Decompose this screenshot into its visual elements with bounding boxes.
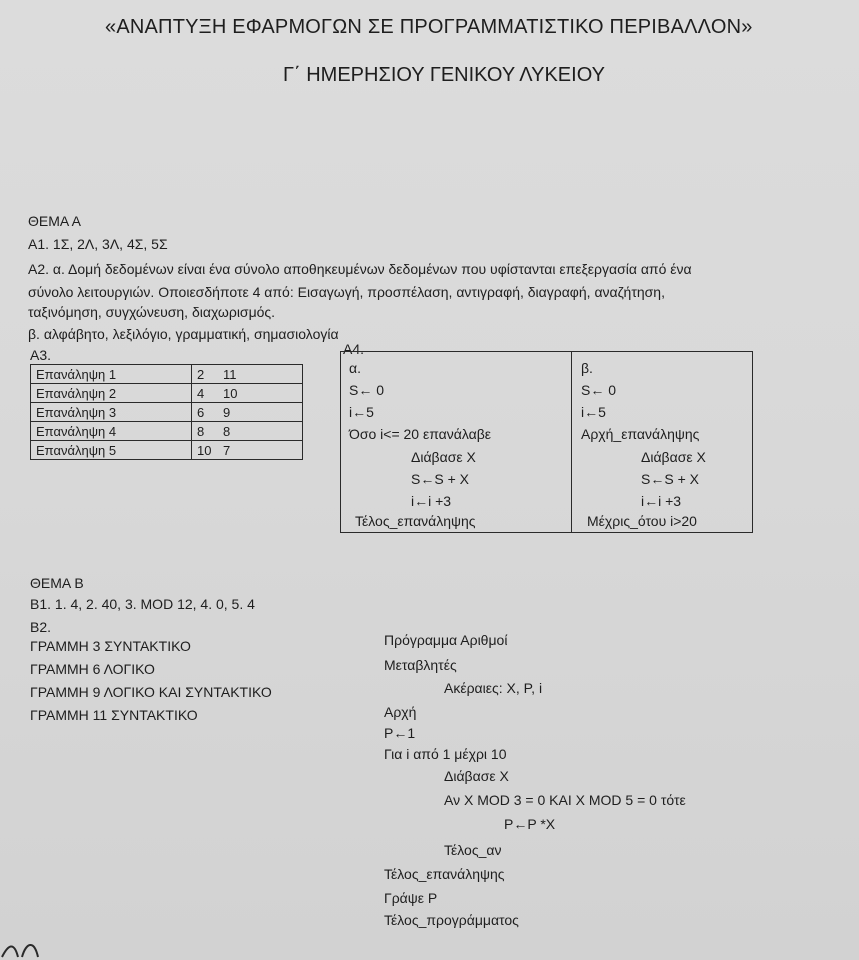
program-line-8: Αν Χ MOD 3 = 0 ΚΑΙ Χ MOD 5 = 0 τότε [444,792,686,808]
a4-left-line-1: α. [349,360,361,376]
a4-left-line-3: i←5 [349,404,374,420]
table-row [31,403,303,422]
table-row [31,384,303,403]
a4-left-line-4: Όσο i<= 20 επανάλαβε [349,426,492,442]
pen-scribble [0,935,60,960]
a3-value-2: 10 [223,385,238,401]
a4-right-line-5: Διάβασε Χ [641,449,706,465]
a3-name-cell: Επανάληψη 2 [31,384,192,403]
a4-right-line-7: i←i +3 [641,493,682,509]
a3-name-cell: Επανάληψη 1 [31,365,192,384]
b2-error-2: ΓΡΑΜΜΗ 6 ΛΟΓΙΚΟ [30,661,155,677]
a3-value-1: 6 [197,404,205,420]
b2-error-3: ΓΡΑΜΜΗ 9 ΛΟΓΙΚΟ ΚΑΙ ΣΥΝΤΑΚΤΙΚΟ [30,684,272,700]
program-line-5: Ρ←1 [384,725,416,741]
program-line-13: Τέλος_προγράμματος [384,912,519,928]
document-subtitle: Γ΄ ΗΜΕΡΗΣΙΟΥ ΓΕΝΙΚΟΥ ΛΥΚΕΙΟΥ [283,64,605,86]
program-line-4: Αρχή [384,704,417,720]
program-line-1: Πρόγραμμα Αριθμοί [384,632,508,648]
table-row [31,422,303,441]
a1-answer: Α1. 1Σ, 2Λ, 3Λ, 4Σ, 5Σ [28,236,168,252]
a3-values-cell [192,422,303,441]
program-line-7: Διάβασε Χ [444,768,509,784]
a4-right-line-8: Μέχρις_ότου i>20 [587,511,697,533]
b2-label: Β2. [30,619,52,635]
a3-values-cell [192,365,303,384]
a2-line-4: β. αλφάβητο, λεξιλόγιο, γραμματική, σημασιολογία [28,326,339,342]
a3-value-2: 8 [223,423,231,439]
a3-name-cell: Επανάληψη 5 [31,441,192,460]
program-line-6: Για i από 1 μέχρι 10 [384,746,507,762]
a3-name-cell: Επανάληψη 3 [31,403,192,422]
a2-line-3: ταξινόμηση, συγχώνευση, διαχωρισμός. [28,304,276,320]
program-line-2: Μεταβλητές [384,657,457,673]
a4-column-divider [571,352,572,532]
a4-right-line-1: β. [581,360,593,376]
a3-values-cell [192,441,303,460]
a3-value-1: 8 [197,423,205,439]
a4-left-line-7: i←i +3 [411,493,452,509]
a4-right-line-3: i←5 [581,404,606,420]
thema-b-heading: ΘΕΜΑ Β [30,575,84,591]
document-title: «ΑΝΑΠΤΥΞΗ ΕΦΑΡΜΟΓΩΝ ΣΕ ΠΡΟΓΡΑΜΜΑΤΙΣΤΙΚΟ ΠΕΡΙΒΑΛΛΟΝ» [105,16,753,38]
program-line-11: Τέλος_επανάληψης [384,866,505,882]
a4-left-line-8: Τέλος_επανάληψης [355,511,476,533]
program-line-3: Ακέραιες: Χ, Ρ, i [444,680,543,696]
a3-value-1: 10 [197,442,212,458]
a3-value-2: 11 [223,366,237,382]
a4-label: Α4. [343,341,365,357]
thema-a-heading: ΘΕΜΑ Α [28,213,81,229]
a3-value-2: 9 [223,404,231,420]
b2-error-1: ΓΡΑΜΜΗ 3 ΣΥΝΤΑΚΤΙΚΟ [30,638,191,654]
a4-code-box [340,351,753,533]
a3-table [30,364,303,460]
a4-left-line-2: S← 0 [349,382,385,398]
program-line-12: Γράψε Ρ [384,890,438,906]
a3-value-1: 4 [197,385,205,401]
program-line-9: Ρ←Ρ *Χ [504,816,556,832]
a4-right-line-2: S← 0 [581,382,617,398]
a3-value-1: 2 [197,366,205,382]
a3-values-cell [192,384,303,403]
a2-line-2: σύνολο λειτουργιών. Οποιεσδήποτε 4 από: Εισαγωγή, προσπέλαση, αντιγραφή, διαγραφή, αναζήτηση, [28,284,665,300]
a2-line-1: Α2. α. Δομή δεδομένων είναι ένα σύνολο αποθηκευμένων δεδομένων που υφίστανται επεξεργασία από ένα [28,261,692,277]
a3-name-cell: Επανάληψη 4 [31,422,192,441]
a4-right-line-4: Αρχή_επανάληψης [581,426,700,442]
table-row [31,441,303,460]
table-row [31,365,303,384]
a3-values-cell [192,403,303,422]
a3-value-2: 7 [223,442,231,458]
a3-label: Α3. [30,347,52,363]
a4-right-line-6: S←S + X [641,471,699,487]
program-line-10: Τέλος_αν [444,842,502,858]
a4-left-line-6: S←S + X [411,471,469,487]
b1-answer: Β1. 1. 4, 2. 40, 3. MOD 12, 4. 0, 5. 4 [30,596,255,612]
b2-error-4: ΓΡΑΜΜΗ 11 ΣΥΝΤΑΚΤΙΚΟ [30,707,198,723]
a4-left-line-5: Διάβασε Χ [411,449,476,465]
